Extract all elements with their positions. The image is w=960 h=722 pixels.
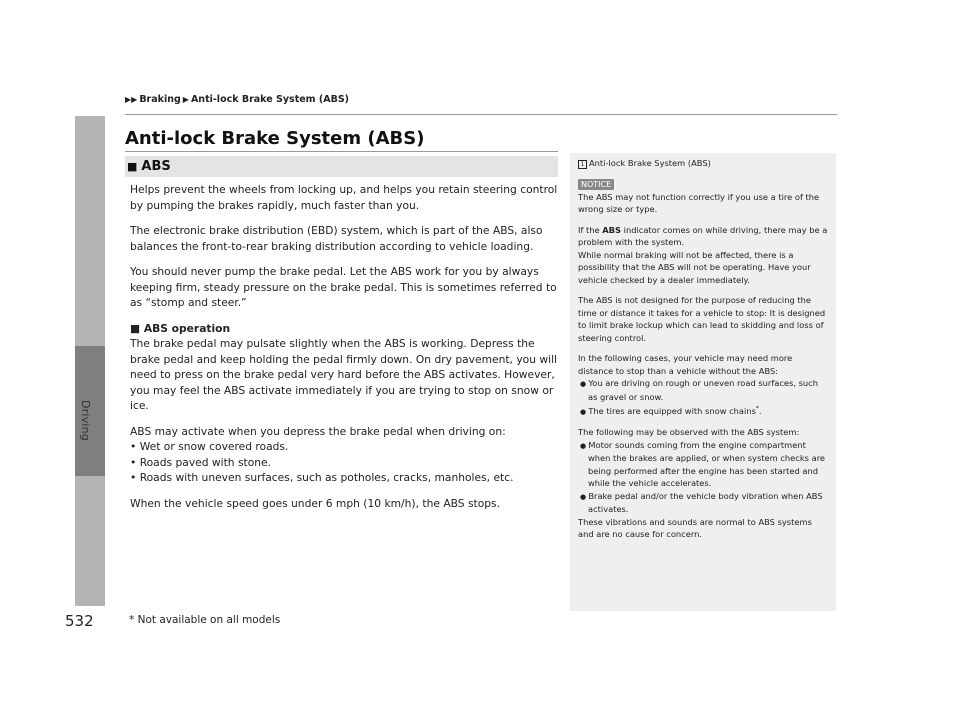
main-content (130, 182, 558, 521)
subsection-heading (130, 321, 558, 337)
square-bullet-icon: ■ (127, 160, 138, 173)
list-item: • Roads with uneven surfaces, such as potholes, cracks, manholes, etc. (130, 470, 558, 486)
footnote-marker: * (755, 405, 759, 412)
bullet-list (130, 439, 558, 486)
footnote: * Not available on all models (129, 614, 281, 626)
sidebar-bullet-list (578, 439, 828, 516)
sidebar-paragraph: The ABS may not function correctly if you use a tire of the wrong size or type. (578, 191, 820, 214)
sidebar-paragraph: The following may be observed with the ABS system: (578, 427, 800, 438)
chapter-tab (75, 116, 105, 606)
sidebar-bullet-list (578, 377, 828, 418)
subsection-title: ABS operation (143, 321, 231, 335)
sidebar-notes (570, 153, 836, 611)
section-header (125, 156, 558, 177)
notice-badge: NOTICE (578, 179, 614, 190)
list-item: • Wet or snow covered roads. (130, 439, 558, 455)
paragraph: The brake pedal may pulsate slightly when the ABS is working. Depress the brake pedal and keep holding the pedal firmly down. On dry pavement, you will need to press on the brake pedal very hard before the ABS activates. However, you may feel the ABS activate immediately if you are trying to stop on snow or ice. (130, 337, 558, 412)
sidebar-paragraph: The ABS is not designed for the purpose of reducing the time or distance it takes for a vehicle to stop: It is designed to limit brake lockup which can lead to skidding and loss of steering control. (578, 295, 826, 343)
page-number: 532 (65, 612, 94, 630)
breadcrumb (125, 94, 349, 105)
breadcrumb-arrow-icon: ▶▶ (125, 95, 138, 104)
list-item: ● Brake pedal and/or the vehicle body vibration when ABS activates. (578, 490, 828, 516)
chapter-label: Driving (79, 400, 92, 441)
title-divider (125, 151, 558, 152)
list-item: ● Motor sounds coming from the engine compartment when the brakes are applied, or when system checks are being performed after the engine has been started and while the vehicle accelerates. (578, 439, 828, 490)
paragraph: The electronic brake distribution (EBD) system, which is part of the ABS, also balances the front-to-rear braking distribution according to vehicle loading. (130, 224, 543, 253)
sidebar-paragraph: While normal braking will not be affected, there is a possibility that the ABS will not be operating. Have your vehicle checked by a dealer immediately. (578, 249, 811, 285)
list-item: • Roads paved with stone. (130, 455, 558, 471)
breadcrumb-current: Anti-lock Brake System (ABS) (190, 94, 349, 105)
paragraph: You should never pump the brake pedal. Let the ABS work for you by always keeping firm, steady pressure on the brake pedal. This is sometimes referred to as “stomp and steer.” (130, 265, 557, 309)
breadcrumb-arrow-icon: ▶ (182, 95, 189, 104)
page-title: Anti-lock Brake System (ABS) (125, 128, 425, 149)
sidebar-reference-title[interactable]: Anti-lock Brake System (ABS) (589, 158, 711, 168)
reference-icon: 1 (578, 160, 587, 169)
section-title: ABS (141, 159, 171, 174)
paragraph: When the vehicle speed goes under 6 mph (10 km/h), the ABS stops. (130, 496, 501, 510)
sidebar-paragraph: These vibrations and sounds are normal to ABS systems and are no cause for concern. (578, 516, 812, 540)
sidebar-paragraph: If the ABS indicator comes on while driving, there may be a problem with the system. (578, 224, 828, 247)
list-item: ● You are driving on rough or uneven road surfaces, such as gravel or snow. (578, 377, 828, 403)
sidebar-paragraph: In the following cases, your vehicle may need more distance to stop than a vehicle without the ABS: (578, 353, 793, 376)
paragraph: Helps prevent the wheels from locking up, and helps you retain steering control by pumping the brakes rapidly, much faster than you. (130, 183, 558, 212)
paragraph: ABS may activate when you depress the brake pedal when driving on: (130, 424, 506, 438)
list-item: ● The tires are equipped with snow chains*. (578, 403, 828, 418)
breadcrumb-parent[interactable]: Braking (139, 94, 181, 105)
header-divider (125, 114, 837, 115)
square-bullet-icon: ■ (130, 321, 141, 335)
sidebar-reference (578, 157, 828, 170)
